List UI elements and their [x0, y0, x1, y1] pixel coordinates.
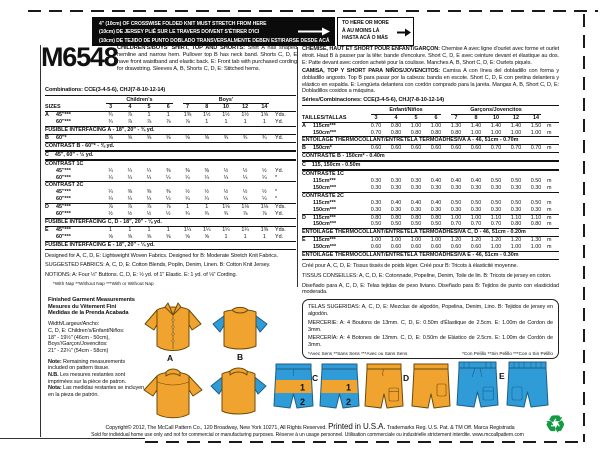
- shirt-a-front-illustration: [140, 297, 206, 357]
- shorts-d-front-illustration: [363, 362, 405, 416]
- yardage-row: 60"*** ⅝ ⅝ ⅝ ⅝ ⅝ ⅝ 1 1 1 Yd.: [56, 233, 284, 240]
- stretch-gauge-banner: [92, 17, 335, 46]
- yardage-row: 60"*** ¾ ⅞ ⅞ ⅞ ⅞ 1 1 1 1 Yd.: [56, 119, 284, 126]
- description-english-body: Shirt A has shaped hemline and narrow hem. Pullover top B has neck band. Shorts C, D, E have front waistband and elastic back. E: Front tab with purchased cording for drawstring. Sleeves A, B, Shorts C, D, E: Stitched hems.: [117, 45, 297, 72]
- suggested-fabrics-fr: TISSUS CONSEILLES: A, C, D, E: Cotonnade, Popeline, Denim, Toile de lin. B: Tricots de jersey en coton.: [302, 272, 552, 279]
- nap-footnote-fr: *Avec Sens **Sans Sens ***Avec ou Sans Sens: [308, 350, 408, 356]
- banner-line-es: (10cm) DE TEJIDO DE PUNTO DOBLADO TRANSVERSALMENTE DEBEN ESTIRARSE DESDE ACÁ: [99, 37, 330, 44]
- column-divider: [297, 47, 298, 287]
- description-french: CHEMISE, HAUT ET SHORT POUR ENFANT/GARÇON: Chemise A avec ligne d'ourlet avec forme et ourlet étroit. Haut B à passer par la tête: bande d'encolure. Short C, D, E avec ceinture devant et élastique au dos. E: Patte devant avec cordon acheté pour la coulisse. Manches A, B, Short C, D, E: Ourlets piqués.: [302, 46, 559, 66]
- banner-line-fr: (10cm) DE JERSEY PLIÉ SUR LE TRAVERS DOIVENT S'ÉTIRER D'ICI: [99, 29, 260, 36]
- trademark-text: Trademarks Reg. U.S. Pat. & TM Off. Marca Registrada: [386, 425, 515, 431]
- yardage-section-row: FUSIBLE INTERFACING E - 18", 20" - ¼ yd.: [45, 241, 296, 250]
- measurement-line: C, D, E: Children's/Enfant/Niños:: [48, 327, 125, 334]
- yardage-row: 150cm*** 0.30 0.30 0.30 0.30 0.30 0.30 0.30 0.30 0.30 m: [313, 206, 552, 213]
- yardage-row: B 150cm* 0.60 0.60 0.60 0.60 0.60 0.60 0.70 0.70 0.70 m: [302, 145, 552, 152]
- cut-line-bottom-left: [0, 438, 145, 439]
- yardage-section-row: CONTRAST 2C: [45, 181, 296, 189]
- yardage-section-row: ENTOILAGE THERMOCOLLANT/ENTRETELA TERMOADHESIVA E - 46, 51cm - 0.30m: [302, 251, 559, 260]
- stretch-target-box: [337, 17, 414, 46]
- shorts-c-front-illustration: [272, 362, 315, 416]
- yardage-section-row: FUSIBLE INTERFACING C, D - 18", 20" - ⅛ yd.: [45, 218, 296, 227]
- banner-line-en: 4" (10cm) OF CROSSWISE FOLDED KNIT MUST STRETCH FROM HERE: [99, 21, 267, 27]
- measurements-title-es: Medidas de la Prenda Acabada: [48, 310, 129, 317]
- measurement-note-es: Nota: Las medidas restantes se incluyen en la pieza de patrón.: [48, 385, 145, 399]
- cut-line-top: [28, 10, 598, 12]
- view-label-c: C: [312, 373, 319, 383]
- view-label-b: B: [237, 352, 244, 362]
- yardage-row: 115cm*** 0.30 0.40 0.40 0.40 0.50 0.50 0.50 0.50 0.50 m: [313, 199, 552, 206]
- yardage-table-imperial: Children's Boys' SIZES 3 4 5 6 7 8 10 12 14 A 45"*** ¾ ⅞ 1 1 1⅜ 1½ 1½ 1½ 1⅝ Yds. 60"*** ¾ ⅞ ⅞ ⅞ ⅞ 1 1 1 1 Yd. FUSIBLE INTERFACING A - 18", 20" - ¾ yd. B 60"* ⅝ ⅝ ⅝ ⅝ ⅝ ⅝ ¾ ¾ ¾ Yd. CONTRAST B - 60"* - ⅜ yd. C 45", 60" - ½ yd. CONTRAST 1C 45"*** ¼ ¼ ¼ ⅜ ⅜ ⅜ ½ ½ ½ Yd. 60"*** ¼ ¼ ¼ ¼ ¼ ¼ ¼ ¼ ¼ * CONTRAST 2C 45"*** ¼ ⅜ ⅜ ⅜ ½ ½ ½ ½ ½ * 60"*** ¼ ¼ ¼ ¼ ¼ ¼ ¼ ¼ ¼ * D 45"*** ⅞ ⅞ ⅞ ⅞ 1 1 1⅛ 1⅛ 1⅛ Yds. 60"*** ½ ½ ½ ½ ¾ ¾ ¾ ⅞ ⅞ Yd. FUSIBLE INTERFACING C, D - 18", 20" - ⅛ yd. E 45"*** 1 1 1 1 1¼ 1¼ 1¼ 1¼ 1⅜ Yds. 60"*** ⅝ ⅝ ⅝ ⅝ ⅝ ⅝ 1 1 1 Yd. FUSIBLE INTERFACING E - 18", 20" - ¼ yd.: [45, 97, 296, 250]
- yardage-row: A 115cm*** 0.70 0.80 1.00 1.00 1.30 1.40 1.40 1.40 1.50 m: [302, 122, 552, 129]
- printed-in-usa: Printed in U.S.A.: [328, 422, 386, 431]
- notions-en: NOTIONS: A: Four ½" Buttons. C, D, E: ½ yd. of 1" Elastic. E: 1 yd. of ⅛" Cording.: [45, 272, 237, 279]
- yardage-row: 60"*** ½ ½ ½ ½ ¾ ¾ ¾ ⅞ ⅞ Yd.: [56, 211, 284, 218]
- nap-footnote-en: *With Nap **Without Nap ***With or Without Nap: [53, 281, 154, 287]
- stretch-arrow-icon: [298, 27, 330, 36]
- yardage-row: 150cm*** 0.30 0.30 0.30 0.30 0.30 0.30 0.30 0.30 0.30 m: [313, 184, 552, 191]
- yardage-section-row: FUSIBLE INTERFACING A - 18", 20" - ¾ yd.: [45, 126, 296, 135]
- view-label-e: E: [499, 371, 505, 381]
- pattern-number: M6548: [41, 42, 118, 72]
- yardage-row: E 45"*** 1 1 1 1 1¼ 1¼ 1¼ 1¼ 1⅜ Yds.: [45, 226, 286, 233]
- description-spanish: CAMISA, TOP Y SHORT PARA NIÑOS/JOVENCITOS: Camisa A con línea del dobladillo con forma y dobladillo angosto. Top B para pasar por la cabeza: banda en escote. Short C, D, E con pretina delantera y elástico en espalda. E: Lengüeta delantera con cordón comprado para la jareta. Mangas A, B, Short C, D, E: Dobladillos cosidos a máquina.: [302, 67, 559, 95]
- yardage-section-row: C 115, 150cm - 0.50m: [302, 161, 559, 170]
- legal-line: Sold for individual home use only and not for commercial or manufacturing purposes. Réserve à un usage personnel. Utilisation commerciale ou industrielle strictement interdite. www.mccallpattern.com: [91, 432, 524, 438]
- yardage-section-row: CONTRAST 1C: [45, 160, 296, 168]
- yardage-row: 45"*** ¼ ¼ ¼ ⅜ ⅜ ⅜ ½ ½ ½ Yd.: [56, 167, 284, 174]
- target-line-es: HASTA ACÁ O MÁS: [342, 35, 388, 42]
- measurements-title-en: Finished Garment Measurements: [48, 297, 135, 303]
- combinations-line: Combinations: CCE(3-4-5-6), CHJ(7-8-10-12-14): [45, 87, 296, 96]
- suggested-fabrics-en: SUGGESTED FABRICS: A, C, D, E: Cotton Blends, Poplin, Denim, Linen. B: Cotton Knit Jersey.: [45, 262, 271, 269]
- measurement-line: Width/Largeur/Ancho:: [48, 321, 100, 328]
- yardage-section-row: ENTOILAGE THERMOCOLLANT/ENTRETELA TERMOADHESIVA C, D - 46, 51cm - 0.20m: [302, 228, 559, 237]
- suggested-fabrics-es: TELAS SUGERIDAS: A, C, D, E: Mezclas de algodón, Popelina, Denim, Lino. B: Tejidos de jersey en algodón.: [308, 304, 553, 317]
- contrast-piece-2-label: 2: [346, 397, 352, 407]
- measurement-note-fr: N.B. Les mesures restantes sont imprimées sur la pièce de patron.: [48, 372, 127, 385]
- top-b-front-illustration: [209, 300, 271, 355]
- yardage-row: B 60"* ⅝ ⅝ ⅝ ⅝ ⅝ ⅝ ¾ ¾ ¾ Yd.: [45, 135, 284, 142]
- notions-fr: MERCERIE: A: 4 Boutons de 13mm. C, D, E: 0.50m d'Élastique de 2.5cm. E: 1.00m de Cordon de 3mm.: [308, 319, 553, 333]
- yardage-row: 150cm*** 0.60 0.60 0.60 0.60 0.60 0.60 1.00 1.00 1.00 m: [313, 244, 552, 251]
- yardage-section-row: CONTRAST B - 60"* - ⅜ yd.: [45, 142, 296, 151]
- description-english: [117, 45, 297, 73]
- measurement-line: 21" - 22¼" (54cm - 58cm): [48, 347, 109, 354]
- yardage-section-row: ENTOILAGE THERMOCOLLANT/ENTRETELA TERMOADHESIVA A - 46, 51cm - 0.70m: [302, 136, 559, 145]
- yardage-table-metric: Enfant/Niños Garçons/Jovencitos TAILLES/TALLAS 3 4 5 6 7 8 10 12 14 A 115cm*** 0.70 0.80 1.00 1.00 1.30 1.40 1.40 1.40 1.50 m 150cm*** 0.70 0.80 0.80 0.80 0.80 1.00 1.00 1.00 1.00 m ENTOILAGE THERMOCOLLANT/ENTRETELA TERMOADHESIVA A - 46, 51cm - 0.70m B 150cm* 0.60 0.60 0.60 0.60 0.60 0.60 0.70 0.70 0.70 m CONTRASTE B - 150cm* - 0.40m C 115, 150cm - 0.50m CONTRASTE 1C 115cm*** 0.30 0.30 0.30 0.40 0.40 0.40 0.50 0.50 0.50 m 150cm*** 0.30 0.30 0.30 0.30 0.30 0.30 0.30 0.30 0.30 m CONTRASTE 2C 115cm*** 0.30 0.40 0.40 0.40 0.50 0.50 0.50 0.50 0.50 m 150cm*** 0.30 0.30 0.30 0.30 0.30 0.30 0.30 0.30 0.30 m D 115cm*** 0.80 0.80 0.80 0.80 1.00 1.00 1.10 1.10 1.10 m 150cm*** 0.50 0.50 0.50 0.50 0.70 0.70 0.70 0.80 0.80 m ENTOILAGE THERMOCOLLANT/ENTRETELA TERMOADHESIVA C, D - 46, 51cm - 0.20m E 115cm*** 1.00 1.00 1.00 1.00 1.20 1.20 1.20 1.20 1.30 m 150cm*** 0.60 0.60 0.60 0.60 0.60 0.60 1.00 1.00 1.00 m ENTOILAGE THERMOCOLLANT/ENTRETELA TERMOADHESIVA E - 46, 51cm - 0.30m: [302, 107, 559, 260]
- finished-measurements: [48, 297, 145, 399]
- cut-line-right: [583, 14, 585, 442]
- yardage-row: 150cm*** 0.50 0.50 0.50 0.50 0.70 0.70 0.70 0.80 0.80 m: [313, 221, 552, 228]
- yardage-row: A 45"*** ¾ ⅞ 1 1 1⅜ 1½ 1½ 1½ 1⅝ Yds.: [45, 112, 286, 119]
- view-label-d: D: [403, 373, 410, 383]
- right-column: [302, 46, 559, 359]
- yardage-row: D 115cm*** 0.80 0.80 0.80 0.80 1.00 1.00 1.10 1.10 1.10 m: [302, 214, 559, 222]
- shirt-a-back-illustration: [139, 362, 207, 424]
- notions-es: MERCERÍA: A: 4 Botones de 13mm. C, D, E: 0.50m de Elástico de 2.5cm. E: 1.00m de Cordón de 3mm.: [308, 335, 553, 349]
- combinations-line-fr: Séries/Combinaciones: CCE(3-4-5-6), CHJ(7-8-10-12-14): [302, 97, 559, 106]
- shorts-e-front-illustration: [455, 359, 500, 416]
- stretch-target-arrow-icon: [397, 28, 411, 37]
- designed-for-es: Diseñado para A, C, D, E: Telas tejidas de peso liviano. Diseñado para B: Tejidos de punto con elasticidad moderada.: [302, 282, 559, 296]
- yardage-section-row: C 45", 60" - ½ yd.: [45, 151, 296, 160]
- contrast-piece-1-label: 1: [346, 382, 352, 393]
- measurement-line: Boys'/Garçon/Jovencitos:: [48, 341, 108, 348]
- measurements-title-fr: Mesures du Vêtement Fini: [48, 303, 117, 310]
- copyright-line: [40, 422, 580, 431]
- yardage-row: 150cm*** 0.70 0.80 0.80 0.80 0.80 1.00 1.00 1.00 1.00 m: [313, 129, 552, 136]
- notions-box: [302, 299, 559, 359]
- yardage-row: 60"*** ¼ ¼ ¼ ¼ ¼ ¼ ¼ ¼ ¼ *: [56, 196, 278, 203]
- target-line-en: TO HERE OR MORE: [342, 20, 389, 26]
- yardage-row: D 45"*** ⅞ ⅞ ⅞ ⅞ 1 1 1⅛ 1⅛ 1⅛ Yds.: [45, 203, 296, 211]
- left-column: [45, 87, 296, 286]
- shorts-c-back-illustration: [318, 362, 361, 416]
- copyright-text: Copyright© 2012, The McCall Pattern Co., 120 Broadway, New York 10271, All Rights Reserved.: [105, 425, 327, 431]
- yardage-row: 60"*** ¼ ¼ ¼ ¼ ¼ ¼ ¼ ¼ ¼ *: [56, 174, 278, 181]
- shorts-d-back-illustration: [410, 362, 452, 416]
- cut-line-bottom: [145, 441, 583, 443]
- yardage-section-row: CONTRASTE 2C: [302, 192, 559, 200]
- designed-for-fr: Créé pour A, C, D, E: Tissus tissés de poids léger. Créé pour B: Tricots à élasticité moyenne.: [302, 262, 518, 269]
- designed-for-en: Designed for A, C, D, E: Lightweight Woven Fabrics. Designed for B: Moderate Stretch Knit Fabrics.: [45, 252, 278, 259]
- contrast-piece-2-label: 2: [300, 397, 306, 407]
- target-line-fr: À AU MOINS LÀ: [342, 27, 380, 34]
- contrast-piece-1-label: 1: [300, 382, 306, 393]
- recycle-icon: ♻: [545, 411, 566, 437]
- nap-footnote-es: *Con Pelillo **Sin Pelillo ***Con o Sin Pelillo: [462, 350, 553, 356]
- measurement-line: 18" - 19½" (46cm - 50cm),: [48, 334, 110, 341]
- yardage-row: 45"*** ¼ ⅜ ⅜ ⅜ ½ ½ ½ ½ ½ *: [56, 189, 278, 196]
- view-label-a: A: [167, 353, 174, 363]
- description-english-title: CHILDREN'S/BOYS' SHIRT, TOP AND SHORTS:: [117, 45, 245, 51]
- content-border-left: [40, 45, 41, 437]
- yardage-row: E 115cm*** 1.00 1.00 1.00 1.00 1.20 1.20 1.20 1.20 1.30 m: [302, 237, 552, 244]
- yardage-section-row: CONTRASTE 1C: [302, 170, 559, 178]
- measurement-note-en: Note: Remaining measurements included on pattern tissue.: [48, 358, 125, 372]
- yardage-row: 115cm*** 0.30 0.30 0.30 0.40 0.40 0.40 0.50 0.50 0.50 m: [313, 178, 552, 184]
- yardage-section-row: CONTRASTE B - 150cm* - 0.40m: [302, 152, 559, 161]
- shorts-e-back-illustration: [505, 359, 550, 416]
- top-b-back-illustration: [207, 361, 270, 421]
